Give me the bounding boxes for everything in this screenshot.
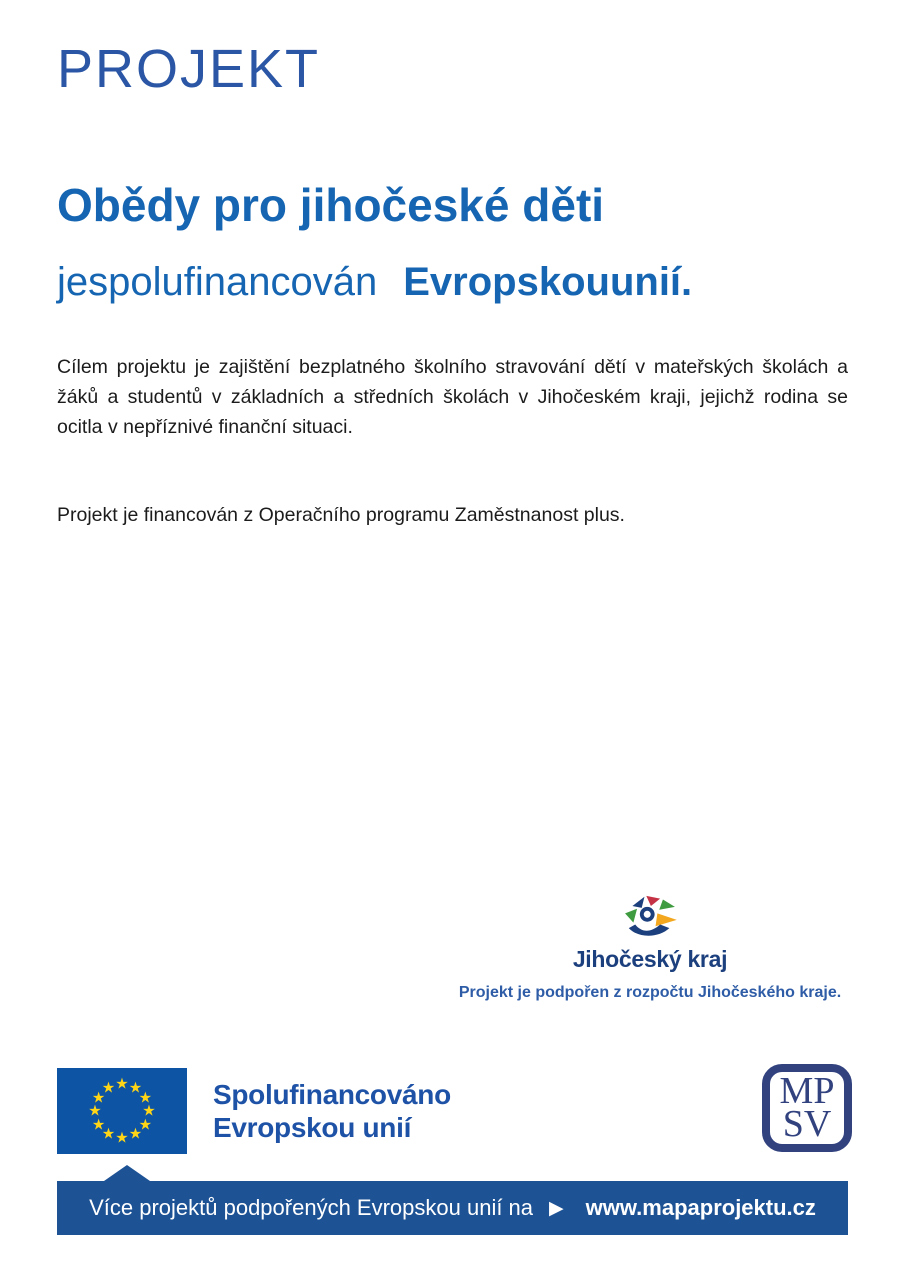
- eu-cofinancing-block: [57, 1068, 451, 1154]
- region-support-note: Projekt je podpořen z rozpočtu Jihočeského kraje.: [458, 984, 842, 1001]
- eu-cofinancing-line2: Evropskou unií: [213, 1112, 412, 1143]
- kicker-projekt: PROJEKT: [57, 39, 321, 99]
- right-arrow-icon: ▶: [549, 1197, 564, 1219]
- footer-bar-notch: [104, 1165, 150, 1181]
- eu-star-icon: ★: [142, 1102, 156, 1120]
- cofinancing-subtitle: [57, 260, 692, 305]
- eu-star-icon: ★: [128, 1125, 143, 1143]
- eu-star-icon: ★: [91, 1089, 106, 1106]
- region-support-block: [445, 894, 855, 1002]
- mpsv-logo-line1: MP: [779, 1070, 835, 1112]
- eu-star-icon: ★: [91, 1116, 106, 1133]
- eu-star-icon: ★: [128, 1079, 143, 1097]
- eu-star-icon: ★: [138, 1089, 153, 1106]
- subtitle-regular-part: jespolufinancován: [57, 260, 378, 304]
- mpsv-logo-line2: SV: [782, 1103, 832, 1145]
- jihocesky-kraj-logo-icon: [620, 894, 680, 942]
- region-name: Jihočeský kraj: [572, 946, 728, 972]
- project-goal-paragraph: Cílem projektu je zajištění bezplatného školního stravování dětí v mateřských školách a žáků a studentů v základních a středních školách v Jihočeském kraji, jejichž rodina se ocitla v nepříznivé finanční situaci.: [57, 356, 848, 438]
- eu-star-icon: ★: [101, 1079, 116, 1097]
- footer-bar: [57, 1181, 848, 1235]
- mpsv-logo: [762, 1064, 852, 1152]
- eu-cofinancing-line1: Spolufinancováno: [213, 1079, 451, 1110]
- eu-star-icon: ★: [115, 1075, 129, 1093]
- eu-star-icon: ★: [115, 1129, 129, 1147]
- eu-star-icon: ★: [101, 1125, 116, 1143]
- financing-paragraph: Projekt je financován z Operačního programu Zaměstnanost plus.: [57, 504, 625, 526]
- project-title: Obědy pro jihočeské děti: [57, 179, 605, 231]
- eu-flag-icon: [57, 1068, 187, 1154]
- eu-cofinancing-label: [213, 1078, 451, 1144]
- footer-url[interactable]: www.mapaprojektu.cz: [585, 1195, 816, 1220]
- eu-star-icon: ★: [138, 1116, 153, 1133]
- footer-bar-text: Více projektů podpořených Evropskou unií na: [89, 1195, 534, 1220]
- eu-star-icon: ★: [88, 1102, 102, 1120]
- subtitle-bold-part: Evropskouunií.: [403, 260, 693, 304]
